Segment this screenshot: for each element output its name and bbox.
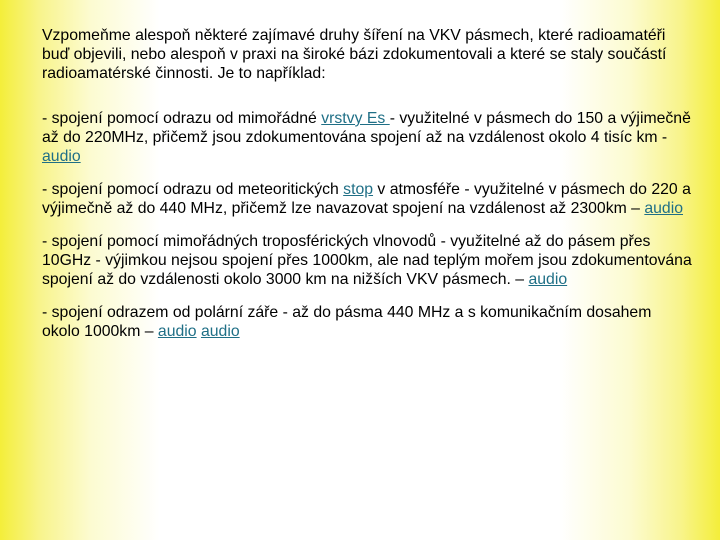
item-meteor-scatter <box>42 180 692 218</box>
link-meteor-trails[interactable]: stop <box>343 181 374 198</box>
item-text: - spojení pomocí odrazu od mimořádné <box>42 110 322 127</box>
item-text: - spojení pomocí mimořádných troposférických vlnovodů - využitelné až do pásem přes 10GHz - výjimkou nejsou spojení přes 1000km, ale nad teplým mořem jsou zdokumentována spojení až do vzdálenosti okolo 3000 km na nižších VKV pásmech. – <box>42 233 692 288</box>
link-audio[interactable]: audio <box>644 200 683 217</box>
item-es-layer <box>42 109 692 166</box>
slide-text <box>42 26 692 355</box>
link-audio[interactable]: audio <box>528 271 568 288</box>
link-es-layer[interactable]: vrstvy Es <box>321 110 390 127</box>
intro-paragraph: Vzpomeňme alespoň některé zajímavé druhy šíření na VKV pásmech, které radioamatéři buď objevili, nebo alespoň v praxi na široké bázi zdokumentovali a které se staly součástí radioamatérské činnosti. Je to například: <box>42 27 667 82</box>
item-tropo-ducting <box>42 232 692 289</box>
link-audio[interactable]: audio <box>157 323 197 340</box>
item-text: - využitelné v pásmech do 150 a výjimečně až do 220MHz, přičemž jsou zdokumentována spojení až na vzdálenost okolo 4 tisíc km - <box>42 110 691 146</box>
item-text: - spojení pomocí odrazu od meteoritických <box>42 181 344 198</box>
link-audio[interactable]: audio <box>200 323 240 340</box>
item-text: - spojení odrazem od polární záře - až do pásma 440 MHz a s komunikačním dosahem okolo 1000km – <box>42 304 652 340</box>
item-aurora <box>42 303 692 341</box>
link-audio[interactable]: audio <box>42 148 81 165</box>
item-text: v atmosféře - využitelné v pásmech do 220 a výjimečně až do 440 MHz, přičemž lze navazovat spojení na vzdálenost až 2300km – <box>42 181 691 217</box>
